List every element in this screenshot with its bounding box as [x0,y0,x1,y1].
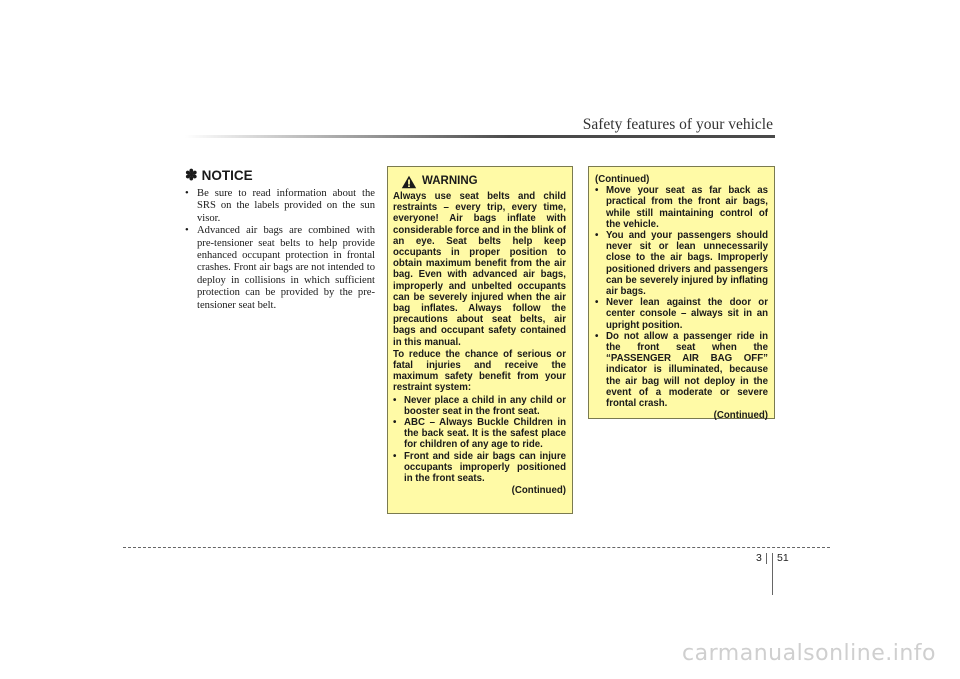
warning-item [595,331,768,409]
bullet-icon: • [185,188,189,199]
warning-item-text: ABC – Always Buckle Children in the back seat. It is the safest place for children of any age to ride. [404,417,566,451]
warning-item [595,185,768,230]
warning-list [595,185,768,409]
notice-item-text: Advanced air bags are combined with pre-tensioner seat belts to help provide enhanced occupant protection in frontal crashes. Front air bags are not intended to deploy in collisions in which sufficient protection can be provided by the pre-tensioner seat belt. [197,225,375,311]
warning-item-text: Move your seat as far back as practical from the front air bags, while still maintaining control of the vehicle. [606,185,768,230]
bullet-icon: • [595,330,599,342]
warning-box [387,166,573,514]
page-number-separator [766,553,767,564]
notice-title: NOTICE [201,167,253,183]
continued-label: (Continued) [713,410,768,422]
warning-list [393,395,566,485]
watermark: carmanualsonline.info [682,641,936,666]
warning-heading [401,175,566,189]
page-marker-line [772,553,773,595]
warning-item [393,451,566,485]
bullet-icon: • [595,297,599,309]
bullet-icon: • [393,394,397,406]
warning-triangle-icon [401,175,417,189]
bullet-icon: • [393,450,397,462]
section-title: Safety features of your vehicle [582,116,773,133]
header-divider [185,135,775,138]
warning-item-text: Never place a child in any child or booster seat in the front seat. [404,394,566,417]
notice-item [185,188,375,225]
warning-item [393,417,566,451]
notice-star-icon: ✽ [185,167,198,184]
warning-paragraph: To reduce the chance of serious or fatal injuries and receive the maximum safety benefit from your restraint system: [393,348,566,394]
warning-paragraph: Always use seat belts and child restraints – every trip, every time, everyone! Air bags inflate with considerable force and in the blink of an eye. Seat belts help keep occupants in proper position to obtain maximum benefit from the air bag. Even with advanced air bags, improperly and unbelted occupants can be severely injured when the air bag inflates. Always follow the precautions about seat belts, air bags and occupant safety contained in this manual. [393,191,566,348]
warning-item [393,395,566,417]
warning-box-continued [588,166,775,422]
bullet-icon: • [595,230,599,242]
continued-label: (Continued) [511,485,566,497]
footer-divider [123,547,830,548]
notice-list [185,188,375,312]
warning-item [595,297,768,331]
bullet-icon: • [393,417,397,429]
continued-label: (Continued) [595,174,650,185]
page-number: 51 [777,552,789,564]
chapter-number: 3 [756,552,762,564]
warning-item-text: You and your passengers should never sit or lean unnecessarily close to the air bags. Improperly positioned drivers and passengers can be severely injured by inflating air bags. [606,230,768,298]
notice-item-text: Be sure to read information about the SRS on the labels provided on the sun visor. [197,188,375,224]
notice-item [185,225,375,312]
bullet-icon: • [185,225,189,237]
warning-title: WARNING [422,175,478,188]
notice-section [185,166,375,312]
warning-item-text: Do not allow a passenger ride in the front seat when the “PASSENGER AIR BAG OFF” indicator is illuminated, because the air bag will not deploy in the event of a moderate or severe frontal crash. [606,330,768,410]
warning-item-text: Front and side air bags can injure occupants improperly positioned in the front seats. [404,450,566,485]
bullet-icon: • [595,185,599,197]
notice-heading [185,166,375,184]
warning-item [595,230,768,297]
warning-item-text: Never lean against the door or center console – always sit in an upright position. [606,297,768,331]
